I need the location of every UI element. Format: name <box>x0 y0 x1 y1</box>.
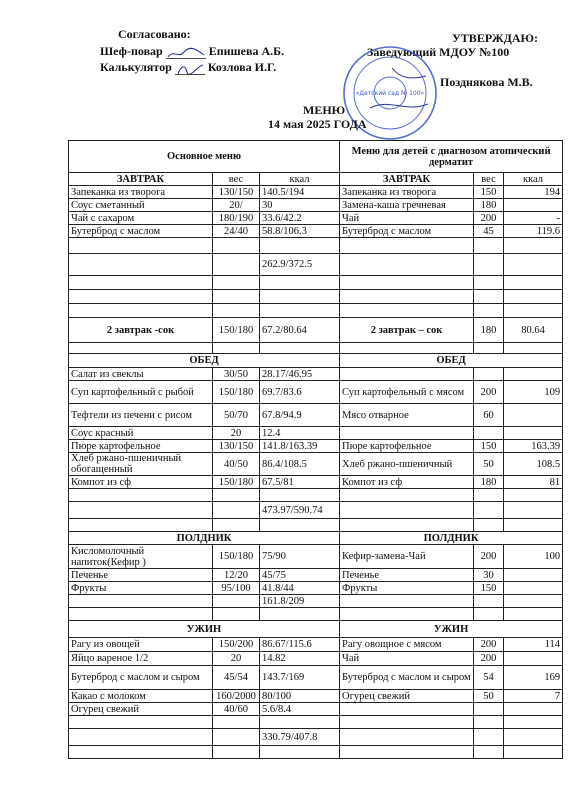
table-row <box>69 368 563 381</box>
diet-dish-kcal <box>504 703 563 716</box>
empty-cell <box>504 304 563 318</box>
main-dish-kcal: 67.5/81 <box>260 476 340 489</box>
diet-dish-weight: 150 <box>474 582 504 595</box>
diet-dish-name: Суп картофельный с мясом <box>340 381 474 404</box>
empty-row <box>69 519 563 532</box>
main-dish-name: Хлеб ржано-пшеничный обогащенный <box>69 453 213 476</box>
empty-cell <box>213 343 260 354</box>
diet-dish-name: Компот из сф <box>340 476 474 489</box>
diet-dish-kcal <box>504 427 563 440</box>
diet-dish-name: Запеканка из творога <box>340 186 474 199</box>
section-header-row <box>69 354 563 368</box>
diet-menu-header: Меню для детей с диагнозом атопический дерматит <box>340 141 563 173</box>
diet-dish-weight: 50 <box>474 453 504 476</box>
main-dish-weight: 20 <box>213 427 260 440</box>
diet-dish-weight <box>474 368 504 381</box>
diet-dish-weight: 200 <box>474 652 504 666</box>
empty-cell <box>213 304 260 318</box>
table-row <box>69 453 563 476</box>
empty-cell <box>474 343 504 354</box>
main-dish-weight: 180/190 <box>213 212 260 225</box>
section-total: 161.8/209 <box>260 595 340 608</box>
empty-cell <box>504 276 563 290</box>
main-dish-kcal: 143.7/169 <box>260 666 340 690</box>
diet-dish-kcal: 108.5 <box>504 453 563 476</box>
table-row <box>69 652 563 666</box>
empty-cell <box>474 502 504 519</box>
empty-cell <box>260 238 340 254</box>
empty-cell <box>340 595 474 608</box>
empty-cell <box>340 729 474 746</box>
diet-dish-weight: 45 <box>474 225 504 238</box>
empty-cell <box>504 343 563 354</box>
empty-cell <box>213 502 260 519</box>
empty-cell <box>69 608 213 621</box>
diet-dish-weight: 200 <box>474 212 504 225</box>
main-dish-weight: 24/40 <box>213 225 260 238</box>
empty-row <box>69 304 563 318</box>
signature-icon <box>175 63 205 75</box>
main-dish-name: Запеканка из творога <box>69 186 213 199</box>
empty-cell <box>69 489 213 502</box>
empty-cell <box>260 608 340 621</box>
empty-cell <box>69 254 213 276</box>
section-title-main: ЗАВТРАК <box>69 173 213 186</box>
diet-dish-name: Огурец свежий <box>340 690 474 703</box>
empty-cell <box>213 254 260 276</box>
table-row <box>69 666 563 690</box>
calculator-label: Калькулятор <box>100 60 172 74</box>
table-row <box>69 381 563 404</box>
main-dish-weight: 95/100 <box>213 582 260 595</box>
empty-row <box>69 276 563 290</box>
main-dish-name: Рагу из овощей <box>69 638 213 652</box>
diet-dish-weight: 180 <box>474 318 504 343</box>
section-total: 262.9/372.5 <box>260 254 340 276</box>
section-total: 473.97/590.74 <box>260 502 340 519</box>
diet-dish-name: Чай <box>340 212 474 225</box>
main-dish-weight: 30/50 <box>213 368 260 381</box>
approve-label: УТВЕРЖДАЮ: <box>452 31 539 45</box>
empty-cell <box>504 502 563 519</box>
diet-dish-kcal: 80.64 <box>504 318 563 343</box>
table-row <box>69 703 563 716</box>
main-dish-name: Фрукты <box>69 582 213 595</box>
empty-cell <box>340 489 474 502</box>
main-dish-name: 2 завтрак -сок <box>69 318 213 343</box>
empty-cell <box>69 519 213 532</box>
table-row <box>69 476 563 489</box>
empty-cell <box>504 716 563 729</box>
empty-cell <box>474 254 504 276</box>
main-dish-weight: 40/60 <box>213 703 260 716</box>
main-dish-weight: 150/180 <box>213 545 260 569</box>
section-title-main: ОБЕД <box>69 354 340 368</box>
empty-cell <box>474 595 504 608</box>
empty-cell <box>213 519 260 532</box>
main-dish-weight: 45/54 <box>213 666 260 690</box>
section-header-row <box>69 621 563 638</box>
empty-cell <box>504 608 563 621</box>
table-row <box>69 427 563 440</box>
chef-name: Епишева А.Б. <box>208 44 285 58</box>
empty-cell <box>260 489 340 502</box>
weight-header: вес <box>474 173 504 186</box>
empty-row <box>69 608 563 621</box>
diet-dish-kcal <box>504 582 563 595</box>
main-dish-kcal: 141.8/163.39 <box>260 440 340 453</box>
diet-dish-weight: 150 <box>474 440 504 453</box>
diet-dish-name: Кефир-замена-Чай <box>340 545 474 569</box>
empty-cell <box>340 276 474 290</box>
diet-dish-name: Чай <box>340 652 474 666</box>
diet-dish-name <box>340 427 474 440</box>
main-dish-weight: 150/180 <box>213 318 260 343</box>
main-dish-kcal: 67.8/94.9 <box>260 404 340 427</box>
main-dish-kcal: 86.67/115.6 <box>260 638 340 652</box>
main-dish-weight: 20/ <box>213 199 260 212</box>
diet-dish-kcal: - <box>504 212 563 225</box>
table-row <box>69 199 563 212</box>
empty-row <box>69 238 563 254</box>
head-name: Позднякова М.В. <box>440 75 533 89</box>
diet-dish-kcal <box>504 569 563 582</box>
main-dish-weight: 40/50 <box>213 453 260 476</box>
main-dish-kcal: 30 <box>260 199 340 212</box>
main-dish-name: Бутерброд с маслом <box>69 225 213 238</box>
empty-cell <box>474 489 504 502</box>
diet-dish-kcal <box>504 199 563 212</box>
main-dish-kcal: 41.8/44 <box>260 582 340 595</box>
empty-cell <box>213 716 260 729</box>
empty-cell <box>340 290 474 304</box>
diet-dish-name: Мясо отварное <box>340 404 474 427</box>
kcal-header: ккал <box>260 173 340 186</box>
main-dish-kcal: 12.4 <box>260 427 340 440</box>
diet-dish-name <box>340 368 474 381</box>
main-dish-weight: 130/150 <box>213 440 260 453</box>
breakfast-header-row <box>69 173 563 186</box>
main-dish-kcal: 75/90 <box>260 545 340 569</box>
main-dish-name: Тефтели из печени с рисом <box>69 404 213 427</box>
diet-dish-weight: 180 <box>474 476 504 489</box>
empty-cell <box>69 304 213 318</box>
empty-cell <box>474 729 504 746</box>
empty-cell <box>504 489 563 502</box>
main-dish-name: Компот из сф <box>69 476 213 489</box>
empty-cell <box>69 595 213 608</box>
main-dish-name: Пюре картофельное <box>69 440 213 453</box>
empty-cell <box>340 746 474 759</box>
empty-cell <box>213 595 260 608</box>
approved-label: Согласовано: <box>118 27 191 41</box>
section-title-diet: УЖИН <box>340 621 563 638</box>
empty-cell <box>504 729 563 746</box>
empty-cell <box>474 276 504 290</box>
table-row <box>69 638 563 652</box>
empty-cell <box>474 716 504 729</box>
diet-dish-weight <box>474 703 504 716</box>
diet-dish-name: Бутерброд с маслом <box>340 225 474 238</box>
section-header-row <box>69 532 563 545</box>
empty-cell <box>213 746 260 759</box>
empty-cell <box>213 238 260 254</box>
diet-dish-name: Замена-каша гречневая <box>340 199 474 212</box>
diet-dish-weight <box>474 427 504 440</box>
empty-cell <box>340 716 474 729</box>
empty-cell <box>260 343 340 354</box>
empty-cell <box>340 343 474 354</box>
empty-cell <box>474 608 504 621</box>
empty-cell <box>474 304 504 318</box>
diet-dish-kcal: 119.6 <box>504 225 563 238</box>
diet-dish-name: Бутерброд с маслом и сыром <box>340 666 474 690</box>
main-dish-kcal: 69.7/83.6 <box>260 381 340 404</box>
kcal-header: ккал <box>504 173 563 186</box>
diet-dish-name: Фрукты <box>340 582 474 595</box>
main-dish-name: Яйцо вареное 1/2 <box>69 652 213 666</box>
empty-cell <box>504 746 563 759</box>
main-dish-kcal: 28.17/46.95 <box>260 368 340 381</box>
main-dish-weight: 12/20 <box>213 569 260 582</box>
diet-dish-weight: 200 <box>474 381 504 404</box>
empty-cell <box>260 519 340 532</box>
section-title-diet: ОБЕД <box>340 354 563 368</box>
main-dish-name: Кисломолочный напиток(Кефир ) <box>69 545 213 569</box>
empty-cell <box>213 729 260 746</box>
main-dish-kcal: 14.82 <box>260 652 340 666</box>
empty-cell <box>504 519 563 532</box>
diet-dish-kcal <box>504 404 563 427</box>
section-title-main: ПОЛДНИК <box>69 532 340 545</box>
page-title: МЕНЮ <box>303 103 346 117</box>
empty-cell <box>69 716 213 729</box>
main-dish-kcal: 80/100 <box>260 690 340 703</box>
calculator-name: Козлова И.Г. <box>207 60 277 74</box>
main-dish-name: Чай с сахаром <box>69 212 213 225</box>
diet-dish-name: Печенье <box>340 569 474 582</box>
main-dish-weight: 20 <box>213 652 260 666</box>
main-dish-kcal: 5.6/8.4 <box>260 703 340 716</box>
calculator-line <box>100 60 276 75</box>
section-title-diet: ПОЛДНИК <box>340 532 563 545</box>
empty-cell <box>504 290 563 304</box>
table-row <box>69 569 563 582</box>
main-dish-name: Печенье <box>69 569 213 582</box>
main-dish-kcal: 86.4/108.5 <box>260 453 340 476</box>
empty-cell <box>504 254 563 276</box>
main-dish-name: Бутерброд с маслом и сыром <box>69 666 213 690</box>
main-dish-weight: 130/150 <box>213 186 260 199</box>
empty-cell <box>504 595 563 608</box>
table-row <box>69 186 563 199</box>
main-dish-weight: 50/70 <box>213 404 260 427</box>
diet-dish-name <box>340 703 474 716</box>
diet-dish-name: Рагу овощное с мясом <box>340 638 474 652</box>
empty-cell <box>340 519 474 532</box>
empty-cell <box>69 729 213 746</box>
diet-dish-kcal: 194 <box>504 186 563 199</box>
empty-cell <box>260 304 340 318</box>
chef-line <box>100 44 284 59</box>
empty-row <box>69 746 563 759</box>
empty-cell <box>69 502 213 519</box>
diet-dish-kcal <box>504 368 563 381</box>
diet-dish-kcal: 81 <box>504 476 563 489</box>
section-title-main: УЖИН <box>69 621 340 638</box>
main-dish-kcal: 140.5/194 <box>260 186 340 199</box>
diet-dish-weight: 50 <box>474 690 504 703</box>
main-dish-kcal: 67.2/80.64 <box>260 318 340 343</box>
main-dish-name: Огурец свежий <box>69 703 213 716</box>
empty-row <box>69 489 563 502</box>
diet-dish-weight: 60 <box>474 404 504 427</box>
main-dish-kcal: 33.6/42.2 <box>260 212 340 225</box>
diet-dish-weight: 180 <box>474 199 504 212</box>
weight-header: вес <box>213 173 260 186</box>
empty-cell <box>260 276 340 290</box>
empty-cell <box>474 238 504 254</box>
diet-dish-kcal: 100 <box>504 545 563 569</box>
head-label: Заведующий МДОУ №100 <box>367 45 510 59</box>
diet-dish-name: Пюре картофельное <box>340 440 474 453</box>
signature-icon <box>166 47 206 59</box>
total-row <box>69 595 563 608</box>
chef-label: Шеф-повар <box>100 44 163 58</box>
empty-cell <box>213 290 260 304</box>
main-dish-name: Салат из свеклы <box>69 368 213 381</box>
diet-dish-weight: 150 <box>474 186 504 199</box>
table-row <box>69 582 563 595</box>
section-title-diet: ЗАВТРАК <box>340 173 474 186</box>
empty-row <box>69 716 563 729</box>
diet-dish-weight: 200 <box>474 545 504 569</box>
diet-dish-weight: 200 <box>474 638 504 652</box>
table-row <box>69 545 563 569</box>
total-row <box>69 502 563 519</box>
empty-cell <box>213 489 260 502</box>
main-dish-name: Суп картофельный с рыбой <box>69 381 213 404</box>
empty-cell <box>213 276 260 290</box>
diet-dish-name: Хлеб ржано-пшеничный <box>340 453 474 476</box>
menu-table <box>68 140 563 759</box>
empty-cell <box>340 238 474 254</box>
main-dish-name: Соус красный <box>69 427 213 440</box>
main-dish-kcal: 45/75 <box>260 569 340 582</box>
main-menu-header: Основное меню <box>69 141 340 173</box>
main-dish-name: Соус сметанный <box>69 199 213 212</box>
empty-cell <box>474 746 504 759</box>
diet-dish-kcal: 114 <box>504 638 563 652</box>
diet-dish-weight: 30 <box>474 569 504 582</box>
second-breakfast-row <box>69 318 563 343</box>
diet-dish-kcal: 7 <box>504 690 563 703</box>
column-header-row <box>69 141 563 173</box>
empty-cell <box>474 519 504 532</box>
empty-cell <box>340 502 474 519</box>
empty-cell <box>340 254 474 276</box>
diet-dish-kcal: 109 <box>504 381 563 404</box>
empty-cell <box>340 608 474 621</box>
empty-cell <box>69 238 213 254</box>
diet-dish-name: 2 завтрак – сок <box>340 318 474 343</box>
diet-dish-kcal: 169 <box>504 666 563 690</box>
page-date: 14 мая 2025 ГОДА <box>268 117 367 131</box>
diet-dish-kcal <box>504 652 563 666</box>
empty-row <box>69 343 563 354</box>
main-dish-weight: 160/2000 <box>213 690 260 703</box>
empty-cell <box>260 716 340 729</box>
empty-cell <box>504 238 563 254</box>
table-row <box>69 212 563 225</box>
empty-cell <box>260 746 340 759</box>
table-row <box>69 440 563 453</box>
empty-cell <box>213 608 260 621</box>
main-dish-kcal: 58.8/106.3 <box>260 225 340 238</box>
empty-row <box>69 290 563 304</box>
empty-cell <box>474 290 504 304</box>
main-dish-weight: 150/200 <box>213 638 260 652</box>
total-row <box>69 254 563 276</box>
main-dish-weight: 150/180 <box>213 476 260 489</box>
table-row <box>69 404 563 427</box>
table-row <box>69 225 563 238</box>
empty-cell <box>69 343 213 354</box>
main-dish-name: Какао с молоком <box>69 690 213 703</box>
section-total: 330.79/407.8 <box>260 729 340 746</box>
total-row <box>69 729 563 746</box>
empty-cell <box>260 290 340 304</box>
empty-cell <box>69 290 213 304</box>
empty-cell <box>69 746 213 759</box>
table-row <box>69 690 563 703</box>
diet-dish-weight: 54 <box>474 666 504 690</box>
empty-cell <box>340 304 474 318</box>
main-dish-weight: 150/180 <box>213 381 260 404</box>
stamp-center-text: «Детский сад № 100» <box>355 90 425 97</box>
empty-cell <box>69 276 213 290</box>
diet-dish-kcal: 163.39 <box>504 440 563 453</box>
